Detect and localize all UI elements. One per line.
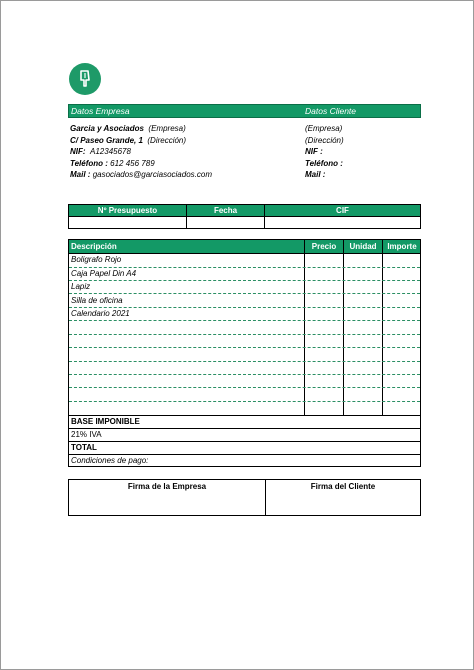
empresa-mail-label: Mail :	[70, 170, 91, 179]
row-divider	[69, 441, 420, 442]
cliente-direccion-hint: (Dirección)	[305, 136, 344, 145]
items-table	[68, 239, 421, 467]
empresa-nif-row	[70, 147, 131, 156]
firma-cliente-label: Firma del Cliente	[310, 482, 376, 491]
header-importe: Importe	[387, 242, 417, 251]
empresa-mail-value: gasociados@garciasociados.com	[92, 170, 212, 179]
signature-box	[68, 479, 421, 516]
cliente-telefono-label: Teléfono :	[305, 159, 343, 168]
header-nro-presupuesto: Nº Presupuesto	[97, 206, 158, 215]
cliente-mail-label: Mail :	[305, 170, 326, 179]
empresa-telefono-value: 612 456 789	[110, 159, 155, 168]
empresa-nombre-row	[70, 124, 186, 133]
total-label: TOTAL	[71, 443, 97, 452]
item-description: Boligrafo Rojo	[71, 255, 122, 264]
row-divider	[69, 428, 420, 429]
row-divider	[69, 347, 420, 348]
header-cif: CIF	[336, 206, 349, 215]
empresa-nif-label: NIF:	[70, 147, 86, 156]
row-divider	[69, 361, 420, 362]
row-divider	[69, 415, 420, 416]
row-divider	[69, 454, 420, 455]
row-divider	[69, 253, 420, 254]
item-description: Lapiz	[71, 282, 91, 291]
header-descripcion: Descripción	[71, 242, 117, 251]
header-unidad: Unidad	[349, 242, 377, 251]
empresa-direccion-hint: (Dirección)	[147, 136, 187, 145]
company-logo	[69, 63, 101, 95]
empresa-direccion: C/ Paseo Grande, 1	[70, 136, 143, 145]
row-divider	[69, 374, 420, 375]
empresa-direccion-row	[70, 136, 186, 145]
item-description: Calendario 2021	[71, 309, 130, 318]
empresa-nombre: Garcia y Asociados	[70, 124, 144, 133]
item-description: Caja Papel Din A4	[71, 269, 137, 278]
cliente-empresa-hint: (Empresa)	[305, 124, 343, 133]
empresa-nombre-hint: (Empresa)	[148, 124, 186, 133]
row-divider	[69, 387, 420, 388]
header-fecha: Fecha	[213, 206, 238, 215]
header-precio: Precio	[311, 242, 337, 251]
cif-cell[interactable]	[266, 217, 419, 228]
empresa-telefono-row	[70, 159, 155, 168]
base-imponible-label: BASE IMPONIBLE	[71, 417, 140, 426]
firma-empresa-label: Firma de la Empresa	[127, 482, 207, 491]
item-description: Silla de oficina	[71, 296, 123, 305]
iva-label: 21% IVA	[71, 430, 102, 439]
document-leaf-icon	[76, 69, 94, 89]
row-divider	[69, 267, 420, 268]
condiciones-pago-label: Condiciones de pago:	[71, 456, 149, 465]
row-divider	[69, 334, 420, 335]
row-divider	[69, 293, 420, 294]
row-divider	[69, 307, 420, 308]
empresa-telefono-label: Teléfono :	[70, 159, 108, 168]
row-divider	[69, 320, 420, 321]
datos-empresa-title: Datos Empresa	[71, 106, 130, 116]
row-divider	[69, 401, 420, 402]
presupuesto-table	[68, 204, 421, 229]
empresa-nif-value: A12345678	[90, 147, 131, 156]
empresa-mail-row	[70, 170, 212, 179]
nro-presupuesto-cell[interactable]	[70, 217, 185, 228]
datos-cliente-title: Datos Cliente	[305, 106, 357, 116]
datos-header-bar	[68, 104, 421, 118]
cliente-nif-label: NIF :	[305, 147, 323, 156]
row-divider	[69, 280, 420, 281]
fecha-cell[interactable]	[188, 217, 263, 228]
